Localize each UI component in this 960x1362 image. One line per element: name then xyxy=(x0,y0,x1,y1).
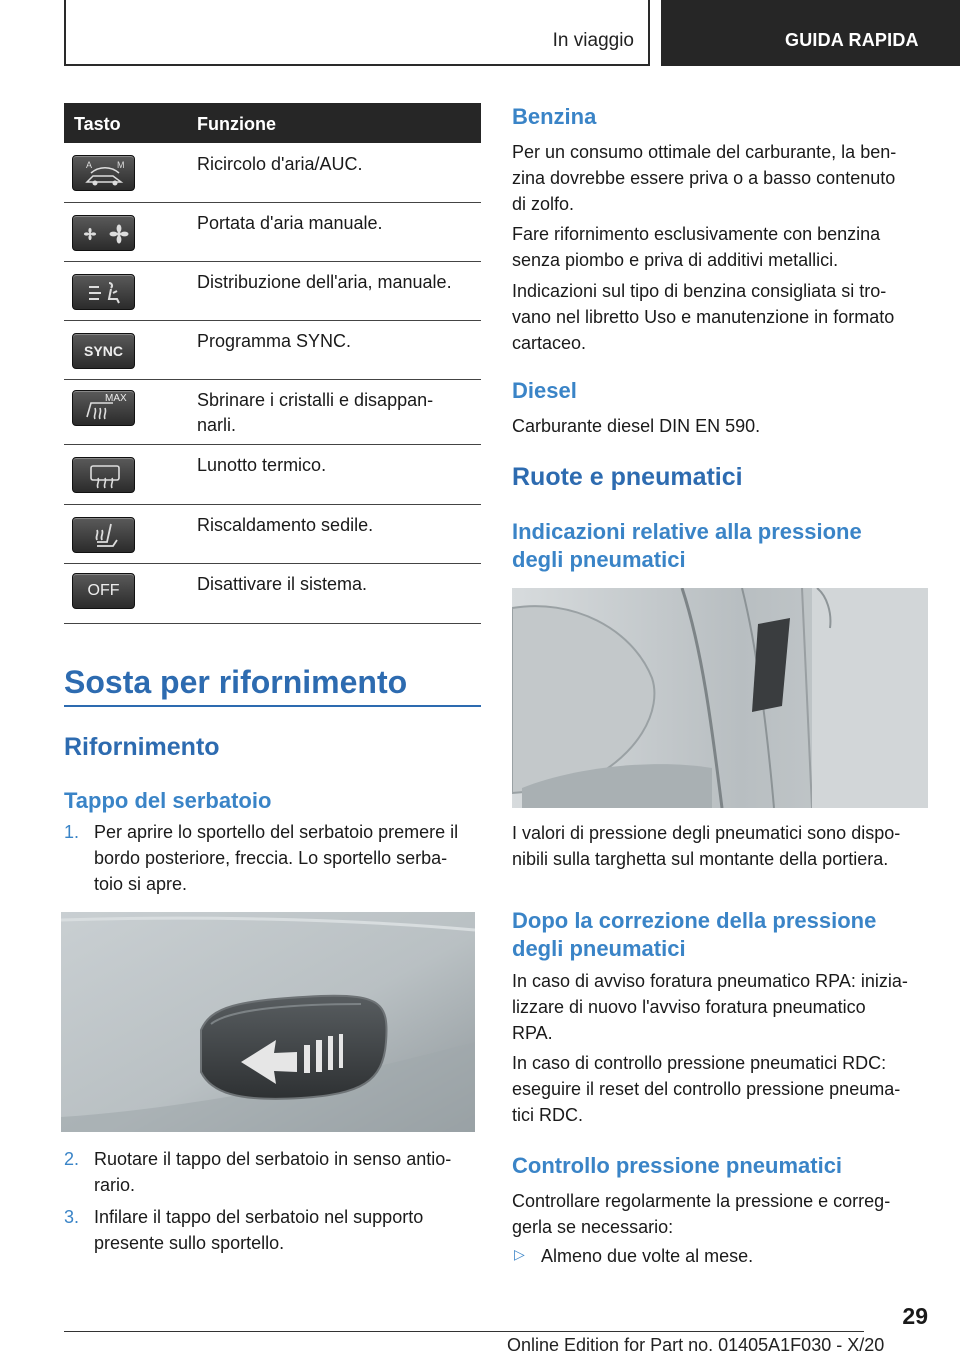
paragraph-line: Per un consumo ottimale del carburante, la ben- xyxy=(512,142,897,162)
paragraph-line: cartaceo. xyxy=(512,333,587,353)
table-row xyxy=(64,564,481,624)
heading-diesel: Diesel xyxy=(512,378,577,403)
paragraph-line: di zolfo. xyxy=(512,194,575,214)
svg-text:M: M xyxy=(117,160,125,170)
paragraph-line: zina dovrebbe essere priva o a basso contenuto xyxy=(512,168,896,188)
table-cell-text: Portata d'aria manuale. xyxy=(197,213,383,233)
bullet-text: Almeno due volte al mese. xyxy=(541,1246,754,1266)
heading-benzina: Benzina xyxy=(512,104,597,129)
paragraph xyxy=(512,221,932,273)
table-cell-text: Distribuzione dell'aria, manuale. xyxy=(197,272,452,292)
controls-table xyxy=(64,103,481,624)
bullet-icon: ▷ xyxy=(514,1246,525,1262)
paragraph-line: Controllare regolarmente la pressione e correg- xyxy=(512,1191,891,1211)
paragraph xyxy=(512,278,932,356)
table-row xyxy=(64,380,481,445)
fan-speed-icon xyxy=(72,215,135,251)
table-col-key: Tasto xyxy=(74,114,121,134)
paragraph xyxy=(512,1188,942,1240)
table-row xyxy=(64,203,481,262)
table-cell-text-line: narli. xyxy=(197,415,237,435)
table-row xyxy=(64,321,481,380)
table-cell-text: Programma SYNC. xyxy=(197,331,352,351)
heading-sosta: Sosta per rifornimento xyxy=(64,664,408,700)
step-text-line: Per aprire lo sportello del serbatoio premere il xyxy=(94,822,459,842)
step-number: 2. xyxy=(64,1149,80,1169)
paragraph-line: Fare rifornimento esclusivamente con benzina xyxy=(512,224,881,244)
heading-rule xyxy=(64,705,481,707)
paragraph xyxy=(512,1050,942,1128)
step-text xyxy=(94,1146,484,1198)
fuel-flap-photo xyxy=(61,912,475,1132)
paragraph-line: In caso di controllo pressione pneumatici RDC: xyxy=(512,1053,887,1073)
table-cell-text: Disattivare il sistema. xyxy=(197,574,368,594)
table-col-function: Funzione xyxy=(197,114,276,134)
paragraph-line: lizzare di nuovo l'avviso foratura pneumatico xyxy=(512,997,866,1017)
rear-window-heating-icon xyxy=(72,457,135,493)
defrost-max-label: MAX xyxy=(105,393,127,404)
table-cell-text: Riscaldamento sedile. xyxy=(197,515,374,535)
step-text xyxy=(94,1204,484,1256)
paragraph xyxy=(512,139,932,217)
step-text-line: bordo posteriore, freccia. Lo sportello serba- xyxy=(94,848,448,868)
paragraph-line: nibili sulla targhetta sul montante della portiera. xyxy=(512,849,889,869)
heading-pressione xyxy=(512,518,862,574)
header-section-box xyxy=(64,0,650,66)
table-row xyxy=(64,445,481,505)
heading-dopo-correzione xyxy=(512,907,876,963)
table-row xyxy=(64,143,481,203)
table-cell-text: Ricircolo d'aria/AUC. xyxy=(197,154,363,174)
paragraph-line: senza piombo e priva di additivi metallici. xyxy=(512,250,839,270)
paragraph-line: Indicazioni sul tipo di benzina consigliata si tro- xyxy=(512,281,887,301)
footer-edition: Online Edition for Part no. 01405A1F030 - X/20 xyxy=(507,1335,885,1355)
heading-line: degli pneumatici xyxy=(512,547,686,572)
paragraph-line: vano nel libretto Uso e manutenzione in formato xyxy=(512,307,895,327)
step-text-line: Ruotare il tappo del serbatoio in senso antio- xyxy=(94,1149,452,1169)
paragraph-line: eseguire il reset del controllo pressione pneuma- xyxy=(512,1079,901,1099)
step-text-line: Infilare il tappo del serbatoio nel supporto xyxy=(94,1207,424,1227)
paragraph: Carburante diesel DIN EN 590. xyxy=(512,416,761,436)
step-number: 1. xyxy=(64,822,80,842)
heading-line: Indicazioni relative alla pressione xyxy=(512,519,862,544)
header-section-title: In viaggio xyxy=(552,30,634,51)
header-tab-label: GUIDA RAPIDA xyxy=(785,30,919,50)
sync-icon xyxy=(72,333,135,369)
sync-button-label: SYNC xyxy=(84,343,123,359)
seat-heating-icon xyxy=(72,517,135,553)
air-distribution-icon xyxy=(72,274,135,310)
step-text-line: presente sullo sportello. xyxy=(94,1233,285,1253)
paragraph-line: In caso di avviso foratura pneumatico RPA: inizia- xyxy=(512,971,908,991)
heading-line: Dopo la correzione della pressione xyxy=(512,908,877,933)
air-recirculation-auc-icon xyxy=(72,155,135,191)
heading-line: degli pneumatici xyxy=(512,936,686,961)
paragraph xyxy=(512,968,942,1046)
step-text xyxy=(94,819,484,897)
page-number: 29 xyxy=(902,1303,928,1329)
door-pillar-photo xyxy=(512,588,928,808)
table-cell-text xyxy=(197,388,477,438)
paragraph xyxy=(512,820,932,872)
paragraph-line: tici RDC. xyxy=(512,1105,583,1125)
paragraph-line: RPA. xyxy=(512,1023,553,1043)
svg-text:A: A xyxy=(86,160,93,170)
table-header xyxy=(64,103,481,143)
table-row xyxy=(64,262,481,321)
step-text-line: rario. xyxy=(94,1175,136,1195)
heading-controllo: Controllo pressione pneumatici xyxy=(512,1153,843,1178)
heading-rifornimento: Rifornimento xyxy=(64,733,220,761)
paragraph-line: gerla se necessario: xyxy=(512,1217,674,1237)
heading-tappo: Tappo del serbatoio xyxy=(64,788,272,813)
paragraph-line: I valori di pressione degli pneumatici sono dispo- xyxy=(512,823,901,843)
footer-rule xyxy=(64,1331,864,1332)
off-icon xyxy=(72,573,135,609)
table-cell-text: Lunotto termico. xyxy=(197,455,327,475)
table-cell-text-line: Sbrinare i cristalli e disappan- xyxy=(197,390,434,410)
step-text-line: toio si apre. xyxy=(94,874,188,894)
table-row xyxy=(64,505,481,564)
heading-ruote: Ruote e pneumatici xyxy=(512,463,743,491)
defrost-max-icon xyxy=(72,390,135,426)
header-tab[interactable] xyxy=(661,0,960,66)
off-button-label: OFF xyxy=(87,582,120,599)
step-number: 3. xyxy=(64,1207,80,1227)
